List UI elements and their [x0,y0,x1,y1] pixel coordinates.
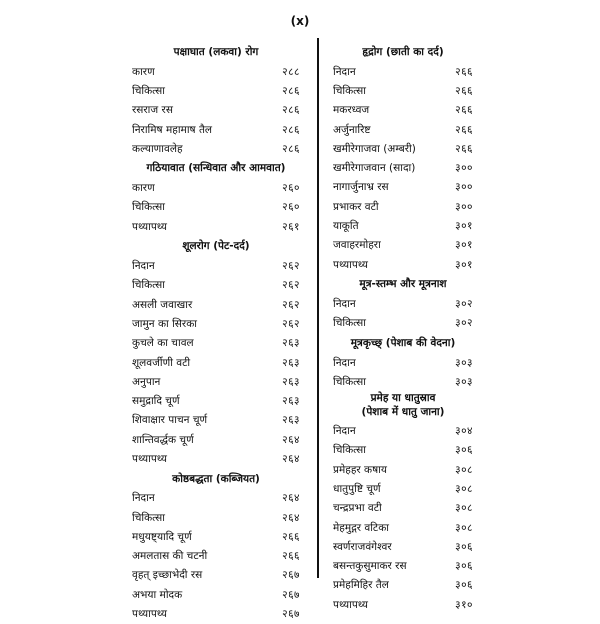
index-entry [132,217,300,236]
index-entry [333,120,473,139]
index-entry [333,372,473,391]
section-heading [333,333,473,353]
entry-name: खमीरेगाजवा (अम्बरी) [333,142,416,155]
entry-page-number: २६६ [455,142,473,155]
index-entry [333,460,473,479]
index-entry [333,178,473,197]
index-entry [333,158,473,177]
index-entry [132,547,300,566]
index-entry [333,576,473,595]
entry-page-number: २६७ [282,608,300,621]
entry-page-number: ३०४ [455,425,473,438]
index-entry [333,255,473,274]
entry-page-number: ३०६ [455,444,473,457]
entry-page-number: ३०८ [455,463,473,476]
entry-name: निदान [333,65,356,78]
entry-page-number: ३०८ [455,502,473,515]
index-entry [132,101,300,120]
entry-page-number: ३०३ [455,356,473,369]
section-heading [132,42,300,62]
index-entry [132,508,300,527]
entry-page-number: २६३ [282,356,300,369]
entry-name: मधुयष्ट्यादि चूर्ण [132,530,192,543]
entry-page-number: ३०२ [455,317,473,330]
entry-name: निदान [333,297,356,310]
index-entry [132,256,300,275]
section-heading-text: कोष्ठबद्धता (कब्जियत) [172,472,260,485]
index-entry [333,81,473,100]
entry-page-number: २६२ [282,298,300,311]
entry-page-number: २६३ [282,414,300,427]
section-heading [333,274,473,294]
section-heading [132,469,300,489]
entry-name: चिकित्सा [333,375,366,388]
index-entry [333,421,473,440]
entry-page-number: ३०६ [455,540,473,553]
entry-name: स्वर्णराजवंगेश्वर [333,540,392,553]
index-entry [132,120,300,139]
index-entry [333,294,473,313]
entry-name: शान्तिवर्द्धक चूर्ण [132,433,194,446]
entry-name: खमीरेगाजवान (सादा) [333,162,416,175]
index-entry [333,557,473,576]
entry-page-number: २६२ [282,279,300,292]
entry-name: याकूति [333,220,359,233]
entry-name: निदान [333,425,356,438]
index-entry [333,595,473,614]
entry-page-number: २८६ [282,142,300,155]
index-entry [333,101,473,120]
entry-page-number: २६४ [282,452,300,465]
entry-page-number: २६० [282,182,300,195]
index-entry [132,198,300,217]
entry-page-number: २६० [282,201,300,214]
entry-page-number: २८८ [282,65,300,78]
index-entry [132,411,300,430]
index-entry [333,518,473,537]
index-entry [132,604,300,623]
entry-name: नागार्जुनाभ्र रस [333,181,389,194]
entry-name: पथ्यापथ्य [333,258,368,271]
section-heading-text: मूत्रकृच्छ् (पेशाब की वेदना) [350,336,456,349]
entry-page-number: ३०२ [455,297,473,310]
index-entry [333,62,473,81]
index-entry [132,566,300,585]
index-entry [333,353,473,372]
entry-name: असली जवाखार [132,298,193,311]
entry-page-number: २६६ [455,84,473,97]
entry-page-number: ३०६ [455,579,473,592]
entry-page-number: २६७ [282,588,300,601]
entry-page-number: २८६ [282,123,300,136]
section-heading-text: पक्षाघात (लकवा) रोग [173,46,259,58]
entry-page-number: ३१० [455,598,473,611]
entry-name: अमलतास की चटनी [132,550,208,563]
left-column [132,42,300,624]
entry-name: चिकित्सा [333,84,366,97]
entry-name: पथ्यापथ्य [132,220,167,233]
section-heading [333,42,473,62]
entry-page-number: २६२ [282,317,300,330]
entry-page-number: २६२ [282,260,300,273]
index-entry [132,489,300,508]
entry-page-number: २६४ [282,433,300,446]
entry-name: जवाहरमोहरा [333,239,381,252]
index-entry [333,499,473,518]
entry-page-number: २६३ [282,395,300,408]
entry-page-number: ३०३ [455,375,473,388]
entry-name: चन्द्रप्रभा वटी [333,502,382,515]
index-entry [132,139,300,158]
section-heading [333,391,473,421]
page-number: (x) [290,14,310,28]
section-heading-text: मूत्र-स्तम्भ और मूत्रनाश [359,278,447,291]
index-entry [132,295,300,314]
entry-name: अर्जुनारिष्ट [333,123,371,136]
index-entry [333,479,473,498]
entry-page-number: २६१ [282,220,300,233]
entry-name: निदान [132,260,155,273]
entry-page-number: २६६ [455,65,473,78]
entry-name: चिकित्सा [333,444,366,457]
entry-name: कारण [132,65,155,78]
index-entry [132,62,300,81]
entry-page-number: २६३ [282,375,300,388]
entry-name: चिकित्सा [132,201,165,214]
entry-name: अभया मोदक [132,588,183,601]
index-entry [132,353,300,372]
section-heading-text: शूलरोग (पेट-दर्द) [182,240,250,253]
entry-name: कारण [132,182,155,195]
entry-name: शूलवर्जीणी वटी [132,356,191,369]
entry-page-number: २६३ [282,337,300,350]
entry-page-number: ३०१ [455,220,473,233]
entry-page-number: ३०८ [455,482,473,495]
index-entry [132,314,300,333]
entry-page-number: ३०१ [455,258,473,271]
entry-page-number: ३०० [455,200,473,213]
entry-page-number: ३०० [455,181,473,194]
entry-name: पथ्यापथ्य [132,608,167,621]
entry-name: पथ्यापथ्य [333,598,368,611]
entry-name: बसन्तकुसुमाकर रस [333,560,407,573]
entry-page-number: २६७ [282,569,300,582]
entry-page-number: ३०० [455,162,473,175]
section-heading-subtext: (पेशाब में धातु जाना) [361,406,445,419]
entry-name: मेहमुद्गर वटिका [333,521,389,534]
section-heading-text: प्रमेह या धातुस्राव [370,392,436,405]
column-divider [317,38,319,578]
entry-name: चिकित्सा [132,279,165,292]
entry-name: अनुपान [132,375,161,388]
entry-page-number: २८६ [282,84,300,97]
index-entry [333,236,473,255]
entry-name: चिकित्सा [132,511,165,524]
entry-page-number: २६६ [455,104,473,117]
entry-name: चिकित्सा [333,317,366,330]
entry-page-number: २६४ [282,511,300,524]
section-heading-text: हृद्रोग (छाती का दर्द) [362,46,444,58]
entry-name: जामुन का सिरका [132,317,197,330]
entry-page-number: २६४ [282,492,300,505]
entry-name: प्रमेहहर कषाय [333,463,387,476]
index-entry [132,527,300,546]
entry-name: कल्याणावलेह [132,142,183,155]
entry-page-number: २६६ [282,530,300,543]
section-heading-text: गठियावात (सन्धिवात और आमवात) [146,162,286,175]
entry-name: चिकित्सा [132,84,165,97]
index-entry [132,276,300,295]
entry-name: निदान [333,356,356,369]
entry-name: धातुपुष्टि चूर्ण [333,482,381,495]
index-entry [333,537,473,556]
index-entry [333,314,473,333]
index-entry [333,216,473,235]
index-entry [132,391,300,410]
index-entry [132,334,300,353]
entry-page-number: २६६ [282,550,300,563]
entry-name: वृहत् इच्छाभेदी रस [132,569,203,582]
entry-page-number: २६६ [455,123,473,136]
entry-name: कुचले का चावल [132,337,194,350]
index-entry [132,449,300,468]
entry-name: शिवाक्षार पाचन चूर्ण [132,414,208,427]
index-entry [333,139,473,158]
entry-name: मकरध्वज [333,104,370,117]
entry-name: समुद्रादि चूर्ण [132,395,180,408]
entry-page-number: ३०८ [455,521,473,534]
entry-page-number: ३०६ [455,560,473,573]
index-entry [333,197,473,216]
index-entry [132,81,300,100]
right-column [333,42,473,614]
entry-name: पथ्यापथ्य [132,452,167,465]
index-entry [333,441,473,460]
index-entry [132,430,300,449]
index-entry [132,178,300,197]
entry-name: निदान [132,492,155,505]
entry-name: प्रमेहमिहिर तैल [333,579,389,592]
entry-name: निरामिष महामाष तैल [132,123,213,136]
section-heading [132,236,300,256]
index-entry [132,372,300,391]
index-entry [132,585,300,604]
entry-name: रसराज रस [132,104,173,117]
entry-page-number: २८६ [282,104,300,117]
entry-page-number: ३०१ [455,239,473,252]
section-heading [132,158,300,178]
entry-name: प्रभाकर वटी [333,200,379,213]
